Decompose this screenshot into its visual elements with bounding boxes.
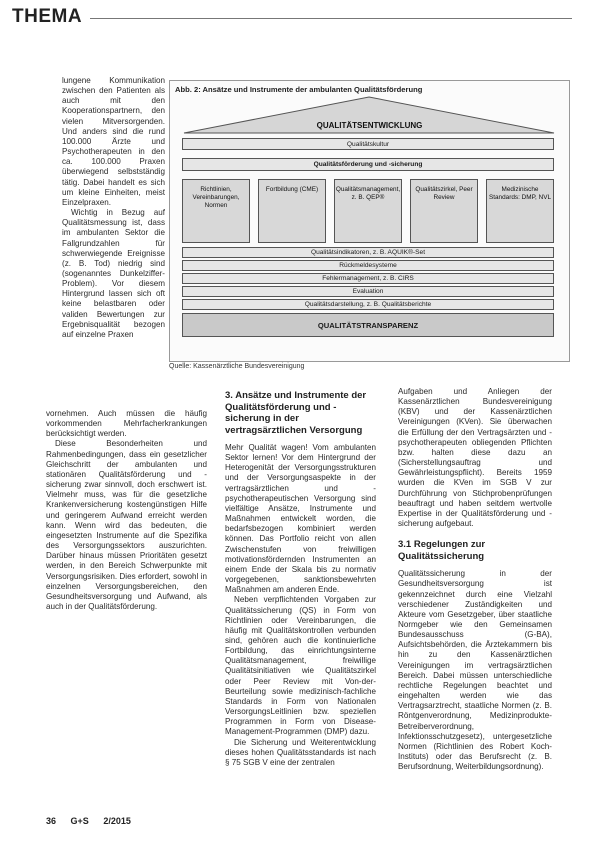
paragraph: Wichtig in Bezug auf Qualitätsmessung ist, dass im ambulanten Sektor die Fallgrundzahlen für schwerwiegende Ereignisse (z. B. Tod) niedrig sind (sogenanntes Dunkelziffer-Problem). Vor diesem Hintergrund lassen sich oft keine belastbaren oder validen Bewertungen zur Ergebnisqualität bezogen auf einzelne Praxen	[62, 208, 165, 339]
pillar: Richtlinien, Vereinbarungen, Normen	[182, 179, 250, 243]
section-heading: 3. Ansätze und Instrumente der Qualitätsförderung und -sicherung in der vertragsärztlichen Versorgung	[225, 390, 367, 436]
pillars-row	[182, 179, 554, 243]
bar-quality-support: Qualitätsförderung und -sicherung	[182, 158, 554, 171]
journal-name: G+S	[70, 816, 89, 826]
page-footer	[46, 816, 143, 826]
pillar: Qualitätszirkel, Peer Review	[410, 179, 478, 243]
paragraph: lungene Kommunikation zwischen den Patienten als auch mit den Kooperationspartnern, den vielen Mitversorgenden. Und anders sind die rund 100.000 Ärzte und Psychotherapeuten in den ca. 100.000 Praxen überwiegend selbstständig tätig. Dabei handelt es sich um kleine Einheiten, meist Einzelpraxen.	[62, 76, 165, 207]
header-rule	[90, 18, 572, 19]
bar-lower: Rückmeldesysteme	[182, 260, 554, 271]
bar-lower: Qualitätsindikatoren, z. B. AQUIK®-Set	[182, 247, 554, 258]
roof-label: QUALITÄTSENTWICKLUNG	[316, 121, 423, 130]
paragraph: Die Sicherung und Weiterentwicklung dieses hohen Qualitätsstandards ist nach § 75 SGB V eine der zentralen	[225, 737, 376, 767]
bar-quality-culture: Qualitätskultur	[182, 138, 554, 150]
paragraph: Aufgaben und Anliegen der Kassenärztlichen Bundesvereinigung (KBV) und der Kassenärztlichen Vereinigungen (KVen). Sie überwachen die Erfüllung der den Vertragsärzten und -psychotherapeuten obliegenden Pflichten bzw. halten diese dazu an (Sicherstellungsauftrag und Gewährleistungspflicht). Bereits 1959 wurden die KVen im SGB V zur Durchführung von Stichprobenprüfungen beauftragt und haben seitdem wertvolle Expertise in der Qualitätsförderung und -sicherung aufgebaut.	[398, 387, 552, 529]
paragraph: Diese Besonderheiten und Rahmenbedingungen, dass ein gesetzlicher Gleichschritt der ambulanten und stationären Qualitätsförderung und -sicherung zwar sinnvoll, doch erschwert ist. Vielmehr muss, was für die gesetzliche Krankenversicherung kostengünstigen Hilfe und geringerem Aufwand erreicht werden kann. Wenn wird das bedeuten, die eingesetzten Instrumente auf die Spezifika des Versorgungssektors auszurichten. Darüber hinaus müssen Prioritäten gesetzt werden, in den Bereich Schwerpunkte mit Versorgungsrisiken. Dies erfordert, sowohl in einzelnen Versorgungsbereichen, den Gesundheitsversorgung und Aufwand, als auch in der Qualitätsförderung.	[46, 439, 207, 611]
middle-column	[225, 390, 376, 768]
pillar: Medizinische Standards: DMP, NVL	[486, 179, 554, 243]
bar-lower: Fehlermanagement, z. B. CIRS	[182, 273, 554, 284]
subsection-heading: 3.1 Regelungen zur Qualitätssicherung	[398, 539, 486, 562]
paragraph: vornehmen. Auch müssen die häufig vorkommenden Mehrfacherkrankungen berücksichtigt werden.	[46, 409, 207, 439]
bar-quality-transparency: QUALITÄTSTRANSPARENZ	[182, 313, 554, 337]
bar-lower: Qualitätsdarstellung, z. B. Qualitätsberichte	[182, 299, 554, 310]
bar-lower: Evaluation	[182, 286, 554, 297]
page-number: 36	[46, 816, 57, 826]
paragraph: Qualitätssicherung in der Gesundheitsversorgung ist gekennzeichnet durch eine Vielzahl verschiedener Zuständigkeiten und Akteure vom Gesetzgeber, über staatliche Normgeber wie den Gemeinsamen Bundesausschuss (G-BA), Aufsichtsbehörden, die Ärztekammern bis hin zu den Kassenärztlichen Vereinigungen im vertragsärztlichen Bereich. Dabei müssen unterschiedliche rechtliche Regelungen beachtet und eingehalten werden wie das Vertragsarztrecht, staatliche Normen (z. B. Röntgenverordnung, Medizinprodukte-Betreiberverordnung, Infektionsschutzgesetz), untergesetzliche Normen (Richtlinien des Robert Koch-Instituts) oder das Berufsrecht (z. B. Berufsordnung, Weiterbildungsordnung).	[398, 569, 552, 772]
section-title: THEMA	[12, 6, 83, 27]
pillar: Qualitätsmanagement, z. B. QEP®	[334, 179, 402, 243]
paragraph: Neben verpflichtenden Vorgaben zur Qualitätssicherung (QS) in Form von Richtlinien oder Vereinbarungen, die häufig mit Qualitätskontrollen verbunden sind, gehören auch die kontinuierliche Fortbildung, das einrichtungsinterne Qualitätsmanagement, freiwillige Qualitätsinitiativen wie Qualitätszirkel oder Peer Review mit Von-der-Beurteilung sowie medizinisch-fachliche Standards in Form von Nationalen VersorgungsLeitlinien bzw. speziellen Programmen in Form von Disease-Management-Programmen (DMP) dazu.	[225, 595, 376, 737]
left-column-lower	[46, 409, 207, 611]
figure-source: Quelle: Kassenärztliche Bundesvereinigung	[169, 363, 305, 370]
issue-number: 2/2015	[103, 816, 131, 826]
paragraph: Mehr Qualität wagen! Vom ambulanten Sektor lernen! Vor dem Hintergrund der Heterogenität der Versorgungsstrukturen und der Versorgungsaspekte in der vertragsärztlichen und -psychotherapeutischen Versorgung sind vielfältige Ansätze, Instrumente und Maßnahmen entwickelt worden, die bedarfsbezogen kombiniert werden können. Das Portfolio reicht von allen Zwischenstufen von freiwilligen motivationsfördernden Instrumenten an einem Ende der Skala bis zu normativ vorgegebenen, sanktionsbewehrten Maßnahmen am anderen Ende.	[225, 443, 376, 595]
page-header	[0, 0, 590, 34]
pillar: Fortbildung (CME)	[258, 179, 326, 243]
right-column	[398, 387, 552, 772]
figure-title: Abb. 2: Ansätze und Instrumente der ambulanten Qualitätsförderung	[175, 85, 423, 94]
figure-quality-house	[169, 80, 570, 362]
left-column-top	[62, 76, 165, 339]
